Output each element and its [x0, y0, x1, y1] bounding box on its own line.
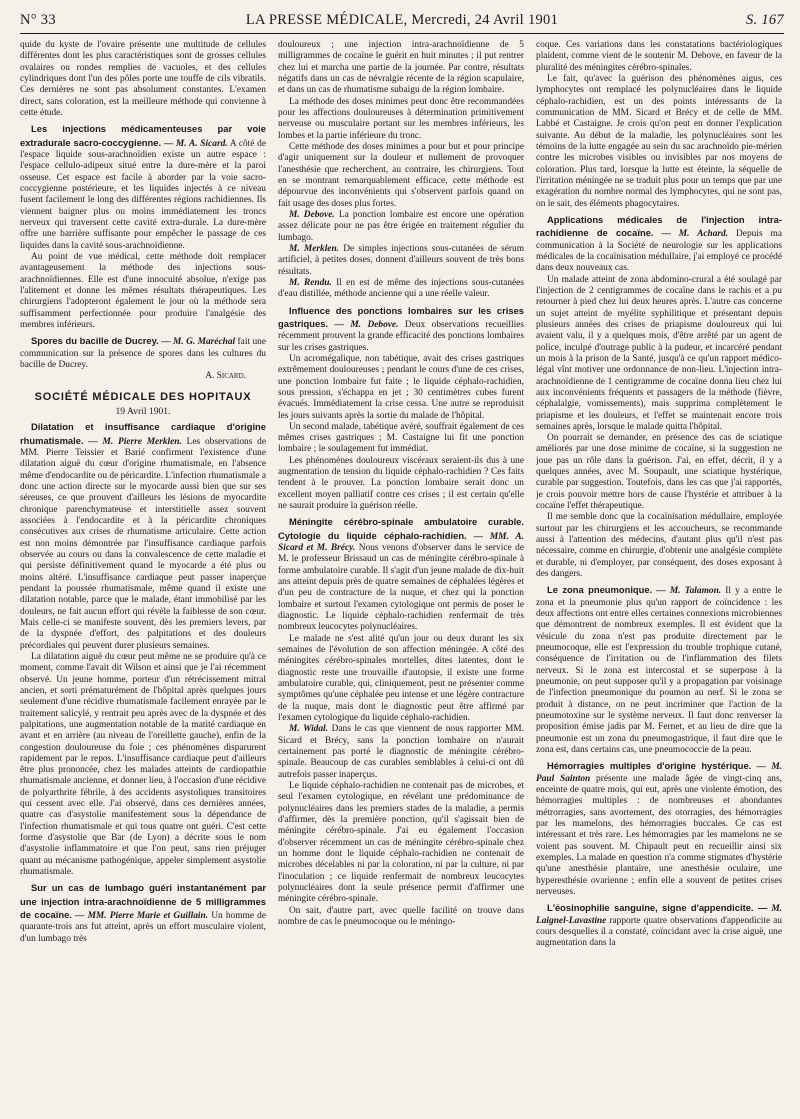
article-text: Un homme de quarante-trois ans fut atteint, après un effort musculaire violent, d'un lumbago très [20, 911, 266, 944]
article-heading: Spores du bacille de Ducrey. [31, 335, 159, 347]
article-lumbago [20, 882, 266, 945]
article-influence [278, 305, 524, 354]
heading-dash: — [753, 902, 768, 914]
speaker-name: M. Widal. [289, 724, 329, 735]
remark-text: Dans le cas que viennent de nous rapporter MM. Sicard et Brécy, sans la ponction lombaire on n'aurait certainement pas porté le diagnostic de méningite cérébro-spinale. Beaucoup de cas curables semblables à celui-ci ont dû autrefois passer inaperçus. [278, 724, 524, 780]
article-heading: Méningite cérébro-spinale ambulatoire curable. Cytologie du liquide céphalo-rachidien. [278, 516, 524, 541]
remark-debove [278, 210, 524, 244]
paragraph: Le liquide céphalo-rachidien ne contenait pas de microbes, et seul l'examen cytologique, en révélant une prédominance de polynucléaires dans les premiers stades de la maladie, a permis d'affirmer, dès la première ponction, qu'il s'agissait bien de méningite cérébro-spinale. J'ai eu également l'occasion d'observer récemment un cas de méningite cérébro-spinale chez un homme dont le liquide céphalo-rachidien ne contenait de microbes décelables ni par la coloration, ni par la culture, ni par l'inoculation ; ce liquide renfermait de nombreux leucocytes polynucléaires dont la seule présence permit d'affirmer une méningite cérébro-spinale. [278, 781, 524, 905]
article-text: Les observations de MM. Pierre Teissier et Barié confirment l'existence d'une dilatation aiguë du cœur d'origine rhumatismale, en l'absence même d'endocardite ou de péricardite. L'infection rhumatismale a donc une action directe sur le myocarde aussi bien que sur ses séreuses, ce que prouvent d'ailleurs les lésions de myocardite chronique parenchymateuse et interstitielle assez souvent associées à l'endocardite et à la péricardite chroniques consécutives aux crises de rhumatisme articulaire. Cette action est non moins démontrée par l'insuffisance cardiaque parfois observée au cours ou dans la convalescence de cette maladie et qui persiste définitivement quand le myocarde a été plus ou moins altéré. L'insuffisance cardiaque peut passer inaperçue pendant la poussée rhumatismale, même quand il existe une dilatation notable, parce que le malade, étant immobilisé par les douleurs, ne fait aucun effort qui révèle la faiblesse de son cœur. Mais celle-ci se manifeste souvent, dès les premiers levers, par de la dyspnée d'effort, des palpitations et des douleurs précordiales qui peuvent durer plusieurs semaines. [20, 436, 266, 651]
article-heading: Hémorragies multiples d'origine hystérique. [547, 760, 752, 772]
remark-merklen [278, 244, 524, 278]
remark-text: De simples injections sous-cutanées de sérum artificiel, à petites doses, donnent d'ailleurs souvent de très bons résultats. [278, 243, 524, 277]
article-text: Depuis ma communication à la Société de neurologie sur les applications médicales de la cocaïnisation médullaire, j'ai employé ce procédé dans deux nouveaux cas. [536, 229, 782, 274]
article-author: M. Laignel-Lavastine [536, 904, 782, 926]
article-text: rapporte quatre observations d'appendicite au cours desquelles il a constaté, coïncidant avec la crise aiguë, une augmentation dans la [536, 915, 782, 949]
column-2 [278, 40, 524, 1108]
article-author: — M. Talamon. [656, 586, 722, 597]
paragraph: douloureux ; une injection intra-arachnoïdienne de 5 milligrammes de cocaïne le guérit en huit minutes ; il put rentrer chez lui et marcha une partie de la journée. Par contre, résultats négatifs dans un cas de névralgie récente de la région scapulaire, et dans un cas de rhumatisme subaigu de la région lombaire. [278, 40, 524, 96]
paragraph: Un second malade, tabétique avéré, souffrait également de ces mêmes crises gastriques ; M. Castaigne lui fit une ponction lombaire ; le soulagement fut immédiat. [278, 421, 524, 455]
section-date: 19 Avril 1901. [115, 405, 171, 417]
article-author: — M. Pierre Merklen. [88, 436, 182, 447]
paragraph: La méthode des doses minimes peut donc être recommandées pour les affections douloureuses à détermination primitivement nerveuse ou musculaire portant sur les membres inférieurs, les lombes et la partie inférieure du tronc. [278, 96, 524, 141]
article-zona [536, 584, 782, 756]
remark-text: La ponction lombaire est encore une opération assez délicate pour ne pas être érigée en traitement régulier du lumbago. [278, 209, 524, 243]
paragraph: quide du kyste de l'ovaire présente une multitude de cellules différentes dont les plus caractéristiques sont de grosses cellules ovalaires ou rondes remplies de vacuoles, et des cellules cylindriques dont l'un des pôles porte une touffe de cils vibratils. Ces dernières ne sont pas absolument constantes. L'examen direct, sans coloration, est la meilleure méthode qui convienne à cette étude. [20, 40, 266, 118]
paragraph: On pourrait se demander, en présence des cas de sciatique améliorés par une dose minime de cocaïne, si la suggestion ne joue pas un rôle dans la guérison. J'ai, en effet, décrit, il y a quelques années, avec M. Soupault, une sciatique hystérique, curable par suggestion. Toutefois, dans les cas que j'ai rapportés, je crois pouvoir mettre hors de cause l'hystérie et attribuer à la cocaïne l'effet thérapeutique. [536, 433, 782, 512]
paragraph: Le malade ne s'est alité qu'un jour ou deux durant les six semaines de l'évolution de son affection méningée. A côté des méningites cérébro-spinales mortelles, dites latentes, dont le diagnostic reste une trouvaille d'autopsie, il existe une forme ambulatoire curable, qui, cliniquement, peut ne présenter comme symptômes qu'une céphalée peu intense et une légère contracture de la nuque, mais dont le diagnostic peut être affirmé par l'examen cytologique du liquide céphalo-rachidien. [278, 633, 524, 724]
article-heading: Sur un cas de lumbago guéri instantanément par une injection intra-arachnoïdienne de 5 milligrammes de cocaïne. [20, 882, 266, 921]
paragraph: Un acromégalique, non tabétique, avait des crises gastriques extrêmement douloureuses ; pendant le cours d'une de ces crises, une ponction lombaire fut faite ; le liquide céphalo-rachidien, sous pression, s'échappa en jet ; 30 centimètres cubes furent évacués. Immédiatement la crise cessa. Une autre se reproduisit les jours suivants après la sortie du malade de l'hôpital. [278, 353, 524, 421]
paragraph: coque. Ces variations dans les constatations bactériologiques plaident, comme vient de le soutenir M. Debove, en faveur de la pluralité des méningites cérébro-spinales. [536, 40, 782, 73]
article-spores [20, 335, 266, 371]
speaker-name: M. Rendu. [289, 277, 332, 288]
paragraph: La dilatation aiguë du cœur peut même ne se produire qu'à ce moment, comme l'avait dit Wilson et ainsi que je l'ai récemment observé. Un jeune homme, porteur d'un rétrécissement mitral ancien, et sorti prématurément de l'hôpital après quelques jours seulement d'une récidive rhumatismale facilement enrayée par le traitement salicylé, y rentrait peu après avec de la dyspnée et des palpitations, une augmentation notable de la matité cardiaque en avant et en arrière (au niveau de l'oreillette gauche), enfin de la congestion douloureuse du foie ; ces phénomènes disparurent rapidement par le repos. L'insuffisance cardiaque peut d'ailleurs être plus prononcée, chez les malades atteints de cardiopathie rhumatismale ancienne, et donner lieu, à l'occasion d'une récidive de polyarthrite fébrile, à des accidents asystoliques transitoires qui cessent avec elle. J'ai observé, dans ces dernières années, quatre cas d'asystolie manifestement sous la dépendance de l'infection rhumatismale et qui tous quatre ont guéri. C'est cette forme d'asystolie que Bar (de Lyon) a décrite sous le nom d'asystolie inflammatoire et que l'on peut, sans rien préjuger quant au mécanisme pathogénique, appeler simplement asystolie rhumatismale. [20, 651, 266, 878]
article-meningite [278, 516, 524, 633]
remark-rendu [278, 278, 524, 301]
journal-title: LA PRESSE MÉDICALE, Mercredi, 24 Avril 1901 [245, 12, 559, 28]
article-heading: L'éosinophilie sanguine, signe d'appendicite. [547, 902, 754, 914]
article-text: Nous venons d'observer dans le service de M. le professeur Brissaud un cas de méningite cérébro-spinale à forme ambulatoire curable. Il s'agit d'un jeune malade de dix-huit ans atteint depuis près de quatre semaines de céphalées légères et d'un peu de contracture de la nuque, et chez qui la ponction lombaire et surtout l'examen cytologique ont permis de poser le diagnostic. Le liquide céphalo-rachidien renfermait de très nombreux leucocytes polynucléaires. [278, 543, 524, 633]
page-header [20, 12, 784, 29]
speaker-name: M. Merklen. [289, 243, 340, 254]
article-author: — M. Achard. [661, 229, 729, 240]
article-text: A côté de l'espace liquide sous-arachnoïdien existe un autre espace : l'espace cellulo-adipeux situé entre la dure-mère et la paroi osseuse. Cet espace est facile à aborder par la voie sacro-coccygienne postérieure, et les liquides injectés à ce niveau fusent facilement le long des différentes régions rachidiennes. Ils viennent baigner plus ou moins immédiatement les troncs nerveux qui traversent cette cavité extra-durale. La dure-mère offre une barrière suffisante pour empêcher le passage de ces liquides dans la cavité sous-arachnoïdienne. [20, 138, 266, 251]
article-heading: Le zona pneumonique. [547, 584, 653, 596]
article-author: — MM. A. Sicard et M. Brécy. [278, 531, 524, 554]
paragraph: Un malade atteint de zona abdomino-crural a été soulagé par l'injection de 2 centigrammes de cocaïne dans le rachis et a pu retourner à pied chez lui deux heures après. L'autre cas concerne un sujet atteint de myélite syphilitique et présentant depuis plusieurs années des crises de priapisme douloureux qui lui avaient valu, il y a quelques mois, d'être arrêté par un agent de police, inculpé d'outrage public à la pudeur, et incarcéré pendant un mois à la prison de la Santé, jusqu'à ce qu'un rapport médico-légal vînt motiver une ordonnance de non-lieu. L'injection intra-arachnoïdienne de 1 centigramme de cocaïne donna lieu chez lui aux inconvénients fréquents et passagers de la méthode (fièvre, céphalalgie, vomissements), mais supprima complètement le priapisme et les douleurs, et l'effet se maintenait encore trois semaines après, lorsque le malade quitta l'hôpital. [536, 274, 782, 432]
article-text: Deux observations recueillies récemment prouvent la grande efficacité des ponctions lombaires sur les crises gastriques. [278, 319, 524, 353]
remark-text: Il en est de même des injections sous-cutanées d'eau distillée, méthode ancienne qui a une réelle valeur. [278, 277, 524, 300]
article-text: présente une malade âgée de vingt-cinq ans, enceinte de quatre mois, qui eut, après une violente émotion, des hémorragies multiples : de nombreuses et abondantes métrorragies, sans avortement, des otorragies, des hémorragies par les mamelons, des hémorragies buccales. Ce cas est intéressant et très rare. Les hémorragies par les mamelons ne se voient pas souvent. M. Chipault peut en recueillir ainsi six exemples. La malade en question n'a comme stigmates d'hystérie qu'une anesthésie plantaire, une anesthésie oculaire, une hyperesthésie ovarienne ; enfin elle a souvent de petites crises nerveuses. [536, 773, 782, 897]
article-text: fait une communication sur la présence de spores dans les cultures du bacille de Ducrey. [20, 337, 266, 370]
article-author: — MM. Pierre Marie et Guillain. [75, 911, 209, 922]
paragraph: Cette méthode des doses minimes a pour but et pour principe d'agir uniquement sur la douleur et nullement de provoquer l'anesthésie que recherchent, au contraire, les chirurgiens. Tout en se montrant remarquablement efficace, cette méthode est dépourvue des inconvénients qui s'observent parfois quand on fait usage des doses plus fortes. [278, 141, 524, 209]
header-rule [20, 33, 784, 34]
article-heading: Dilatation et insuffisance cardiaque d'origine rhumatismale. [20, 421, 266, 446]
article-applications [536, 214, 782, 275]
article-text: Il y a entre le zona et la pneumonie plus qu'un rapport de coïncidence : les deux affections ont entre elles certaines connexions microbiennes que démontrent de nombreux exemples. Il est évident que la vésicule du zona n'est pas produite directement par le pneumocoque, elle est l'expression du trouble trophique cutané, conséquence de l'irritation ou de l'inflammation des filets nerveux. Si le zona est intercostal et se superpose à la pneumonie, on peut supposer qu'il y a propagation par voisinage de l'infection pneumonique du poumon au nerf. Si le zona se produit à distance, on ne peut incriminer que l'action de la pneumotoxine sur le système nerveux. Il faut donc renverser la proposition émise jadis par M. Fernet, et au lieu de dire que la pneumonie est un zona du pneumogastrique, il faut dire que le zona est, dans certains cas, une pneumococcie de la peau. [536, 586, 782, 756]
article-dilatation [20, 421, 266, 652]
article-author: — M. Paul Sainton [536, 762, 782, 784]
article-heading: Les injections médicamenteuses par voie extradurale sacro-coccygienne. [20, 123, 266, 148]
page-reference: S. 167 [745, 12, 784, 28]
paragraph: Les phénomènes douloureux viscéraux seraient-ils dus à une augmentation de tension du liquide céphalo-rachidien ? Ces faits tendent à le prouver. La ponction lombaire serait donc un excellent moyen palliatif contre ces crises ; il est certain qu'elle ne saurait produire la guérison réelle. [278, 455, 524, 512]
column-1 [20, 40, 266, 1108]
article-author: — M. A. Sicard. [163, 138, 228, 149]
section-title: SOCIÉTÉ MÉDICALE DES HOPITAUX [34, 390, 252, 403]
column-3 [536, 40, 782, 1108]
remark-widal [278, 724, 524, 781]
page-number: N° 33 [20, 12, 56, 28]
article-injections [20, 123, 266, 252]
paragraph: Il me semble donc que la cocaïnisation médullaire, employée surtout par les chirurgiens et les accoucheurs, se recommande aussi à l'attention des médecins, d'autant plus qu'il n'est pas nécessaire, comme en chirurgie, d'obtenir une analgésie complète et durable, ni d'employer, par conséquent, des doses exposant à des dangers. [536, 512, 782, 580]
article-heading: Applications médicales de l'injection intra-rachidienne de cocaïne. [536, 213, 782, 239]
signature: A. Sicard. [205, 371, 246, 382]
paragraph: On sait, d'autre part, avec quelle facilité on trouve dans nombre de cas le pneumocoque ou le méningo- [278, 905, 524, 927]
text-columns [20, 40, 784, 1108]
article-author: — M. Debove. [334, 319, 399, 330]
article-hemorragies [536, 760, 782, 898]
article-author: — M. G. Maréchal [161, 337, 236, 348]
speaker-name: M. Debove. [289, 209, 335, 220]
article-heading: Influence des ponctions lombaires sur les crises gastriques. [278, 304, 524, 329]
article-eosinophilie [536, 902, 782, 949]
paragraph: Le fait, qu'avec la guérison des phénomènes aigus, ces lymphocytes ont remplacé les polynucléaires dans le liquide céphalo-rachidien, est un des points intéressants de la communication de MM. Sicard et Brécy et de celle de MM. Labbé et Castaigne. Je crois qu'on peut en donner l'explication suivante. Au début de la maladie, les polynucléaires sont les témoins de la lutte engagée au sein du sac arachnoïdo pie-mérien contre les microbes visibles ou invisibles par nos moyens de coloration. Plus tard, lorsque la lutte est éteinte, la séquelle de l'irritation méningée ne se traduit plus pour un temps que par une exagération du nombre normal des lymphocytes, qui ne sont pas, on le sait, des éléments phagocytaires. [536, 73, 782, 209]
paragraph: Au point de vue médical, cette méthode doit remplacer avantageusement la méthode des injections sous-arachnoïdiennes. Elle est d'une innocuité absolue, n'exige pas l'alitement et donne les mêmes résultats thérapeutiques. Les chirurgiens l'adopteront également le jour où la méthode sera suffisamment perfectionnée pour produire l'analgésie des membres inférieurs. [20, 251, 266, 330]
